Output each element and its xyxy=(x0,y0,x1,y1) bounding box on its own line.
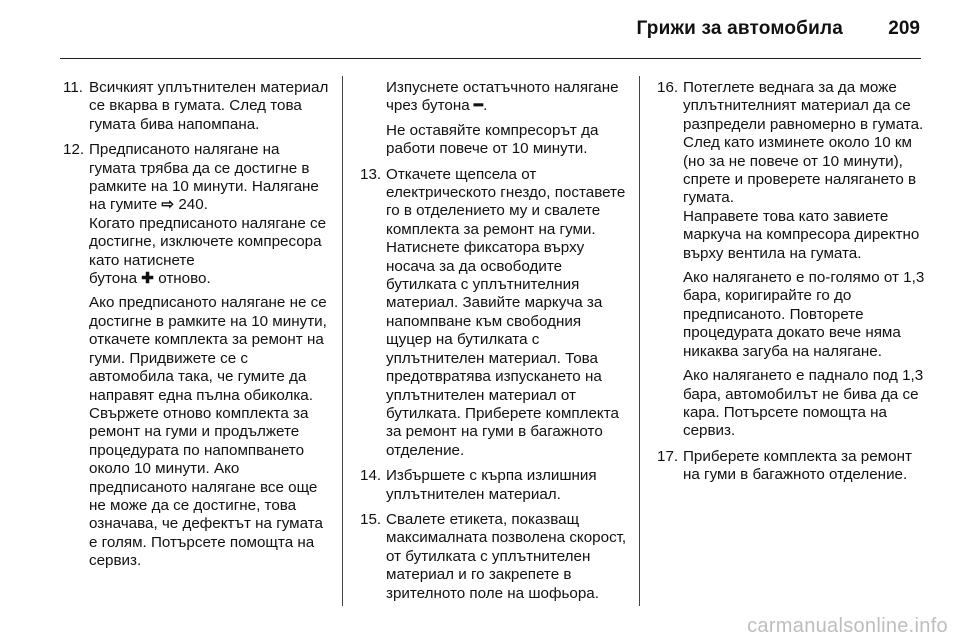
item-number: 14. xyxy=(360,467,382,485)
item-number: 17. xyxy=(657,447,679,465)
item-number: 12. xyxy=(63,141,85,159)
page-header xyxy=(0,0,960,62)
list-item-12-continued xyxy=(360,79,628,159)
list-item-11 xyxy=(63,79,330,134)
list-item-12 xyxy=(63,141,330,570)
column-divider-2 xyxy=(639,76,640,606)
header-divider xyxy=(60,58,921,59)
item-paragraph: Изпуснете остатъчното налягане чрез бутона ━. xyxy=(386,79,619,115)
list-item-17 xyxy=(657,448,925,485)
list-item-15 xyxy=(360,511,628,603)
item-text: Свалете етикета, показващ максималната позволена скорост, от бутилката с уплътнителен материал и го закрепете в зрителното поле на шофьора. xyxy=(386,510,627,602)
item-paragraph: Направете това като завиете маркуча на компресора директно върху вентила на гумата. xyxy=(683,207,920,262)
list-item-13 xyxy=(360,166,628,461)
list-item-16 xyxy=(657,79,925,441)
page-number: 209 xyxy=(888,18,920,39)
item-paragraph: Когато предписаното налягане се достигне, изключете компресора като натиснете бутона ✚ отново. xyxy=(89,214,327,288)
item-text: Откачете щепсела от електрическото гнездо, поставете го в отделението му и свалете комплекта за ремонт на гуми. Натиснете фиксатора върху носача за да освободите бутилката с уплътнителния материал. Завийте маркуча за напомпване към свободния щуцер на бутилката с уплътнителен материал. Това предотвратява изпускането на уплътнителен материал от бутилката. Приберете комплекта за ремонт на гуми в багажното отделение. xyxy=(386,165,626,459)
item-paragraph: Потеглете веднага за да може уплътнителният материал да се разпредели равномерно в гумата. След като изминете около 10 км (но за не повече от 10 минути), спрете и проверете налягането в гумата. xyxy=(683,79,924,207)
section-title: Грижи за автомобила xyxy=(636,18,843,39)
item-number: 13. xyxy=(360,165,382,183)
item-paragraph: Ако налягането е по-голямо от 1,3 бара, коригирайте го до предписаното. Повторете процедурата докато вече няма никаква загуба на налягане. xyxy=(683,269,925,360)
item-number: 15. xyxy=(360,510,382,528)
page-reference: 240. xyxy=(174,196,208,214)
item-number: 16. xyxy=(657,79,679,96)
item-paragraph: Предписаното налягане на гумата трябва да се достигне в рамките на 10 минути. Налягане на гумите ⇨ 240. xyxy=(89,141,319,214)
minus-button-icon: ━ xyxy=(473,97,484,115)
item-paragraph: Не оставяйте компресорът да работи повече от 10 минути. xyxy=(386,121,599,158)
watermark-text: carmanualsonline.info xyxy=(747,615,948,637)
page-reference-arrow-icon: ⇨ xyxy=(161,196,175,214)
plus-button-icon: ✚ xyxy=(141,270,154,288)
text-column-2 xyxy=(360,79,628,610)
item-paragraph: Ако предписаното налягане не се достигне в рамките на 10 минути, откачете комплекта за ремонт на гуми. Придвижете се с автомобила така, че гумите да направят една пълна обиколка. Свържете отново комплекта за ремонт на гуми и продължете процедурата по напомпването около 10 минути. Ако предписаното налягане все още не може да се достигне, това означава, че дефектът на гумата е голям. Потърсете помощта на сервиз. xyxy=(89,294,327,570)
column-divider-1 xyxy=(342,76,343,606)
item-paragraph: Ако налягането е паднало под 1,3 бара, автомобилът не бива да се кара. Потърсете помощта на сервиз. xyxy=(683,367,924,440)
item-text: Избършете с кърпа излишния уплътнителен материал. xyxy=(386,467,597,503)
item-text: Приберете комплекта за ремонт на гуми в багажното отделение. xyxy=(683,447,912,484)
item-number: 11. xyxy=(63,79,83,96)
item-text: Всичкият уплътнителен материал се вкарва в гумата. След това гумата бива напомпана. xyxy=(89,79,329,133)
list-item-14 xyxy=(360,467,628,504)
text-column-1 xyxy=(63,79,330,578)
text-column-3 xyxy=(657,79,925,492)
